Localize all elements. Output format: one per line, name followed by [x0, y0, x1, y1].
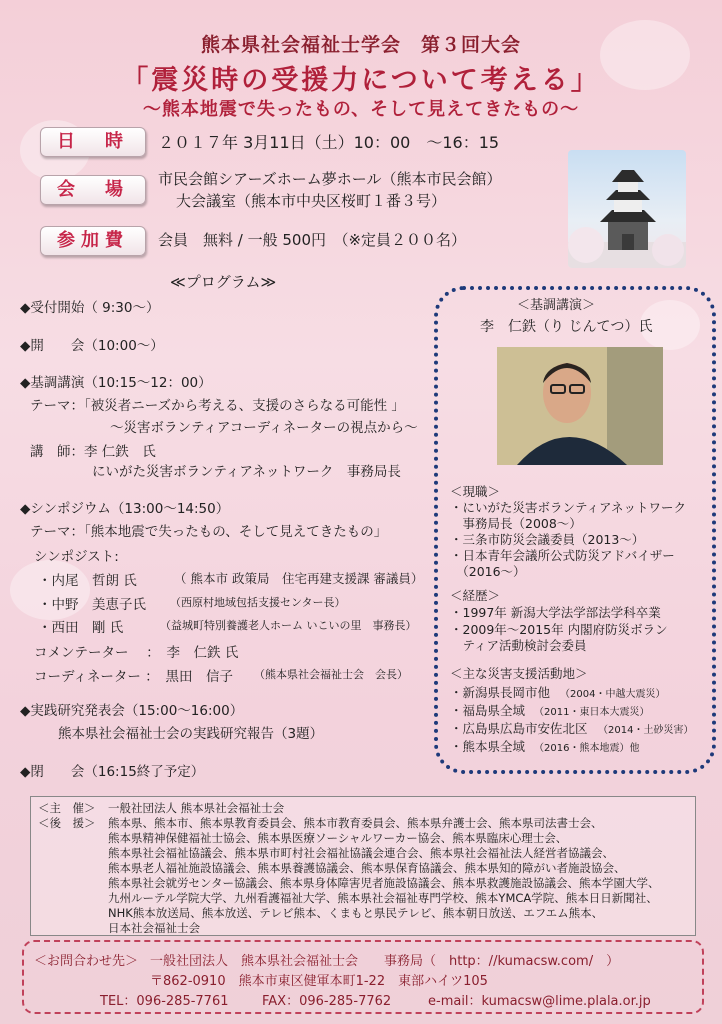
speaker-photo — [497, 347, 663, 465]
fee-label: 参加費 — [40, 226, 146, 256]
opening-time: ◆開 会（10:00～） — [20, 338, 164, 354]
speaker-name: 李 仁鉄（り じんてつ）氏 — [480, 319, 653, 335]
contact-label: ＜お問合わせ先＞ — [34, 954, 139, 969]
keynote-affiliation: にいがた災害ボランティアネットワーク 事務局長 — [92, 464, 401, 480]
support-line: 熊本県社会福祉協議会、熊本県市町村社会福祉協議会連合会、熊本県社会福祉法人経営者協議会、 — [108, 846, 614, 860]
reception-time: ◆受付開始（ 9:30～） — [20, 300, 160, 316]
practice-heading: ◆実践研究発表会（15:00～16:00） — [20, 703, 244, 719]
sub-title: ～熊本地震で失ったもの、そして見えてきたもの～ — [142, 99, 580, 120]
coordinator: コーディネーター ： 黒田 信子 — [34, 669, 233, 685]
symposists-label: シンポジスト: — [34, 549, 119, 565]
keynote-heading: ◆基調講演（10:15～12：00） — [20, 375, 212, 391]
contact-tel: TEL：096-285-7761 — [100, 994, 229, 1009]
host-label: ＜主 催＞ — [38, 801, 96, 815]
activity-note: （2004・中越大震災） — [560, 689, 666, 700]
practice-detail: 熊本県社会福祉士会の実践研究報告（3題） — [58, 726, 324, 742]
career-item: ティア活動検討会委員 — [450, 638, 587, 653]
career-item: ・1997年 新潟大学法学部法学科卒業 — [450, 605, 661, 620]
support-label: ＜後 援＞ — [38, 816, 96, 830]
current-position-heading: ＜現職＞ — [450, 484, 501, 499]
keynote-lecturer: 講 師：李 仁鉄 氏 — [30, 444, 156, 460]
symposist-name: ・内尾 哲朗 氏 — [38, 573, 137, 589]
symposist-name: ・中野 美恵子氏 — [38, 597, 146, 613]
career-heading: ＜経歴＞ — [450, 588, 501, 603]
closing-time: ◆閉 会（16:15終了予定） — [20, 764, 205, 780]
venue-label: 会 場 — [40, 175, 146, 205]
symposist-affiliation: （ 熊本市 政策局 住宅再建支援課 審議員） — [174, 571, 424, 586]
program-heading: ≪プログラム≫ — [170, 273, 277, 291]
commentator: コメンテーター ： 李 仁鉄 氏 — [34, 645, 239, 661]
fee-value: 会員 無料 / 一般 500円 （※定員２００名） — [158, 231, 467, 249]
current-position-item: ・にいがた災害ボランティアネットワーク — [450, 500, 687, 515]
symposist-name: ・西田 剛 氏 — [38, 620, 124, 636]
venue-line-1: 市民会館シアーズホーム夢ホール（熊本市民会館） — [158, 170, 502, 188]
activity-note: （2014・土砂災害） — [598, 725, 694, 736]
host-name: 一般社団法人 熊本県社会福祉士会 — [108, 801, 285, 815]
current-position-item: （2016～） — [450, 564, 526, 579]
support-line: 熊本県、熊本市、熊本県教育委員会、熊本市教育委員会、熊本県弁護士会、熊本県司法書士会、 — [108, 816, 603, 830]
support-line: 熊本県精神保健福祉士協会、熊本県医療ソーシャルワーカー協会、熊本県臨床心理士会、 — [108, 831, 568, 845]
keynote-box-title: ＜基調講演＞ — [517, 298, 596, 313]
career-item: ・2009年～2015年 内閣府防災ボラン — [450, 622, 668, 637]
support-line: 日本社会福祉士会 — [108, 921, 200, 935]
contact-address: 〒862-0910 熊本市東区健軍本町1-22 東部ハイツ105 — [150, 974, 488, 989]
activity-place: ・新潟県長岡市他 — [450, 685, 551, 700]
contact-fax: FAX：096-285-7762 — [262, 994, 392, 1009]
activity-note: （2011・東日本大震災） — [534, 707, 650, 718]
contact-organization: 一般社団法人 熊本県社会福祉士会 事務局（ http：//kumacsw.com/ ） — [150, 954, 620, 969]
keynote-theme: テーマ：「被災者ニーズから考える、支援のさらなる可能性 」 — [30, 398, 405, 414]
castle-photo — [568, 150, 686, 268]
current-position-item: 事務局長（2008～） — [450, 516, 582, 531]
support-line: 熊本県老人福祉施設協議会、熊本県養護協議会、熊本県保育協議会、熊本県知的障がい者施設協会、 — [108, 861, 626, 875]
current-position-item: ・三条市防災会議委員（2013～） — [450, 532, 645, 547]
coordinator-affiliation: （熊本県社会福祉士会 会長） — [254, 668, 408, 681]
activity-place: ・福島県全域 — [450, 703, 526, 718]
symposist-affiliation: （西原村地域包括支援センター長） — [170, 596, 346, 609]
symposium-theme: テーマ：「熊本地震で失ったもの、そして見えてきたもの」 — [30, 524, 388, 540]
keynote-theme-sub: ～災害ボランティアコーディネーターの視点から～ — [110, 420, 418, 436]
venue-line-2: 大会議室（熊本市中央区桜町１番３号） — [176, 192, 447, 210]
activities-heading: ＜主な災害支援活動地＞ — [450, 666, 588, 681]
symposium-heading: ◆シンポジウム（13:00～14:50） — [20, 501, 230, 517]
support-line: 九州ルーテル学院大学、九州看護福祉大学、熊本県社会福祉専門学校、熊本YMCA学院、熊本日日新聞社、 — [108, 891, 658, 905]
organization-title: 熊本県社会福祉士学会 第３回大会 — [200, 34, 521, 56]
symposist-affiliation: （益城町特別養護老人ホーム いこいの里 事務長） — [160, 619, 417, 632]
activity-place: ・熊本県全域 — [450, 739, 526, 754]
date-value: ２０１７年 3月11日（土）10：00 ～16：15 — [158, 133, 500, 152]
main-title: 「震災時の受援力について考える」 — [121, 65, 601, 96]
activity-place: ・広島県広島市安佐北区 — [450, 721, 588, 736]
contact-email[interactable]: e-mail：kumacsw@lime.plala.or.jp — [428, 994, 651, 1009]
support-line: 熊本県社会就労センター協議会、熊本県身体障害児者施設協議会、熊本県救護施設協議会、熊本学園大学、 — [108, 876, 660, 890]
date-label: 日 時 — [40, 127, 146, 157]
activity-note: （2016・熊本地震）他 — [534, 743, 640, 754]
support-line: NHK熊本放送局、熊本放送、テレビ熊本、くまもと県民テレビ、熊本朝日放送、エフエム熊本、 — [108, 906, 604, 920]
current-position-item: ・日本青年会議所公式防災アドバイザー — [450, 548, 675, 563]
